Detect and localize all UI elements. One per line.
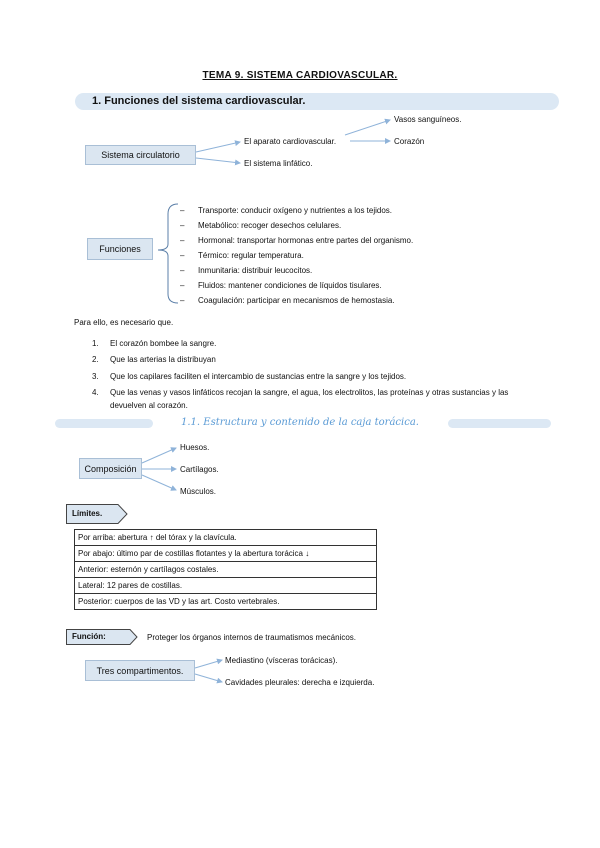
dash-bullet: – [180, 281, 185, 290]
step-text: Que los capilares faciliten el intercambio de sustancias entre la sangre y los tejidos. [110, 371, 407, 381]
limites-tag [66, 504, 128, 529]
limites-row [75, 546, 377, 562]
intro-text: Para ello, es necesario que. [74, 318, 174, 327]
funciones-box: Funciones [87, 238, 153, 260]
funcion-item-text: Coagulación: participar en mecanismos de hemostasia. [198, 296, 395, 305]
limites-row [75, 594, 377, 610]
sub-vasos: Vasos sanguíneos. [394, 115, 462, 124]
limites-cell: Posterior: cuerpos de las VD y las art. Costo vertebrales. [75, 594, 377, 610]
funcion-tag [66, 629, 138, 650]
dash-bullet: – [180, 296, 185, 305]
step-number: 1. [92, 339, 99, 348]
branch-aparato: El aparato cardiovascular. [244, 137, 337, 146]
funcion-item-text: Metabólico: recoger desechos celulares. [198, 221, 342, 230]
funciones-list [180, 203, 413, 308]
funcion-item-text: Térmico: regular temperatura. [198, 251, 304, 260]
step-text: Que las venas y vasos linfáticos recojan la sangre, el agua, los electrolitos, las proteínas y otras sustancias y las devuelven al corazón. [110, 388, 509, 410]
branch-linfatico: El sistema linfático. [244, 159, 313, 168]
funcion-item-text: Hormonal: transportar hormonas entre partes del organismo. [198, 236, 414, 245]
limites-cell: Lateral: 12 pares de costillas. [75, 578, 377, 594]
arrow-to-linfatico [196, 158, 240, 163]
funcion-item [180, 233, 413, 248]
arrow-to-mediastino [195, 660, 222, 668]
section1-heading: 1. Funciones del sistema cardiovascular. [92, 95, 306, 107]
limites-cell: Por arriba: abertura ↑ del tórax y la clavícula. [75, 530, 377, 546]
funcion-item [180, 278, 413, 293]
steps-list [92, 338, 512, 416]
funcion-item-text: Fluidos: mantener condiciones de líquidos tisulares. [198, 281, 382, 290]
composicion-huesos: Huesos. [180, 443, 210, 452]
dash-bullet: – [180, 236, 185, 245]
composicion-musculos: Músculos. [180, 487, 217, 496]
arrow-to-cavidades [195, 674, 222, 682]
dash-bullet: – [180, 266, 185, 275]
step-item [92, 338, 512, 350]
step-number: 3. [92, 371, 99, 381]
limites-tag-label: Límites. [72, 509, 103, 518]
arrow-to-vasos [345, 120, 390, 135]
page-title: TEMA 9. SISTEMA CARDIOVASCULAR. [202, 70, 398, 81]
step-item [92, 387, 512, 412]
arrow-to-musculos [142, 475, 176, 490]
limites-table [74, 529, 377, 610]
compartimento-cavidades: Cavidades pleurales: derecha e izquierda. [225, 678, 375, 687]
limites-cell: Por abajo: último par de costillas flotantes y la abertura torácica ↓ [75, 546, 377, 562]
section11-heading: 1.1. Estructura y contenido de la caja torácica. [181, 417, 419, 428]
limites-row [75, 562, 377, 578]
dash-bullet: – [180, 221, 185, 230]
arrow-to-huesos [142, 448, 176, 463]
funcion-item-text: Inmunitaria: distribuir leucocitos. [198, 266, 313, 275]
funcion-item-text: Transporte: conducir oxígeno y nutrientes a los tejidos. [198, 206, 393, 215]
funcion-item [180, 263, 413, 278]
step-number: 2. [92, 355, 99, 365]
sub-corazon: Corazón [394, 137, 425, 146]
step-number: 4. [92, 388, 99, 398]
funcion-item [180, 218, 413, 233]
dash-bullet: – [180, 206, 185, 215]
step-item [92, 354, 512, 366]
funcion-tag-label: Función: [72, 632, 106, 641]
step-text: El corazón bombee la sangre. [110, 339, 217, 348]
funciones-brace [158, 204, 178, 303]
compartimentos-box: Tres compartimentos. [85, 660, 195, 681]
arrow-to-aparato [196, 142, 240, 152]
step-text: Que las arterias la distribuyan [110, 355, 216, 365]
funcion-item [180, 293, 413, 308]
funcion-item [180, 203, 413, 218]
composicion-box: Composición [79, 458, 142, 479]
funcion-text: Proteger los órganos internos de traumatismos mecánicos. [147, 633, 356, 642]
composicion-cartilagos: Cartílagos. [180, 465, 219, 474]
limites-row [75, 578, 377, 594]
dash-bullet: – [180, 251, 185, 260]
sistema-circulatorio-box: Sistema circulatorio [85, 145, 196, 165]
limites-row [75, 530, 377, 546]
step-item [92, 371, 512, 383]
limites-cell: Anterior: esternón y cartílagos costales. [75, 562, 377, 578]
funcion-item [180, 248, 413, 263]
compartimento-mediastino: Mediastino (vísceras torácicas). [225, 656, 338, 665]
